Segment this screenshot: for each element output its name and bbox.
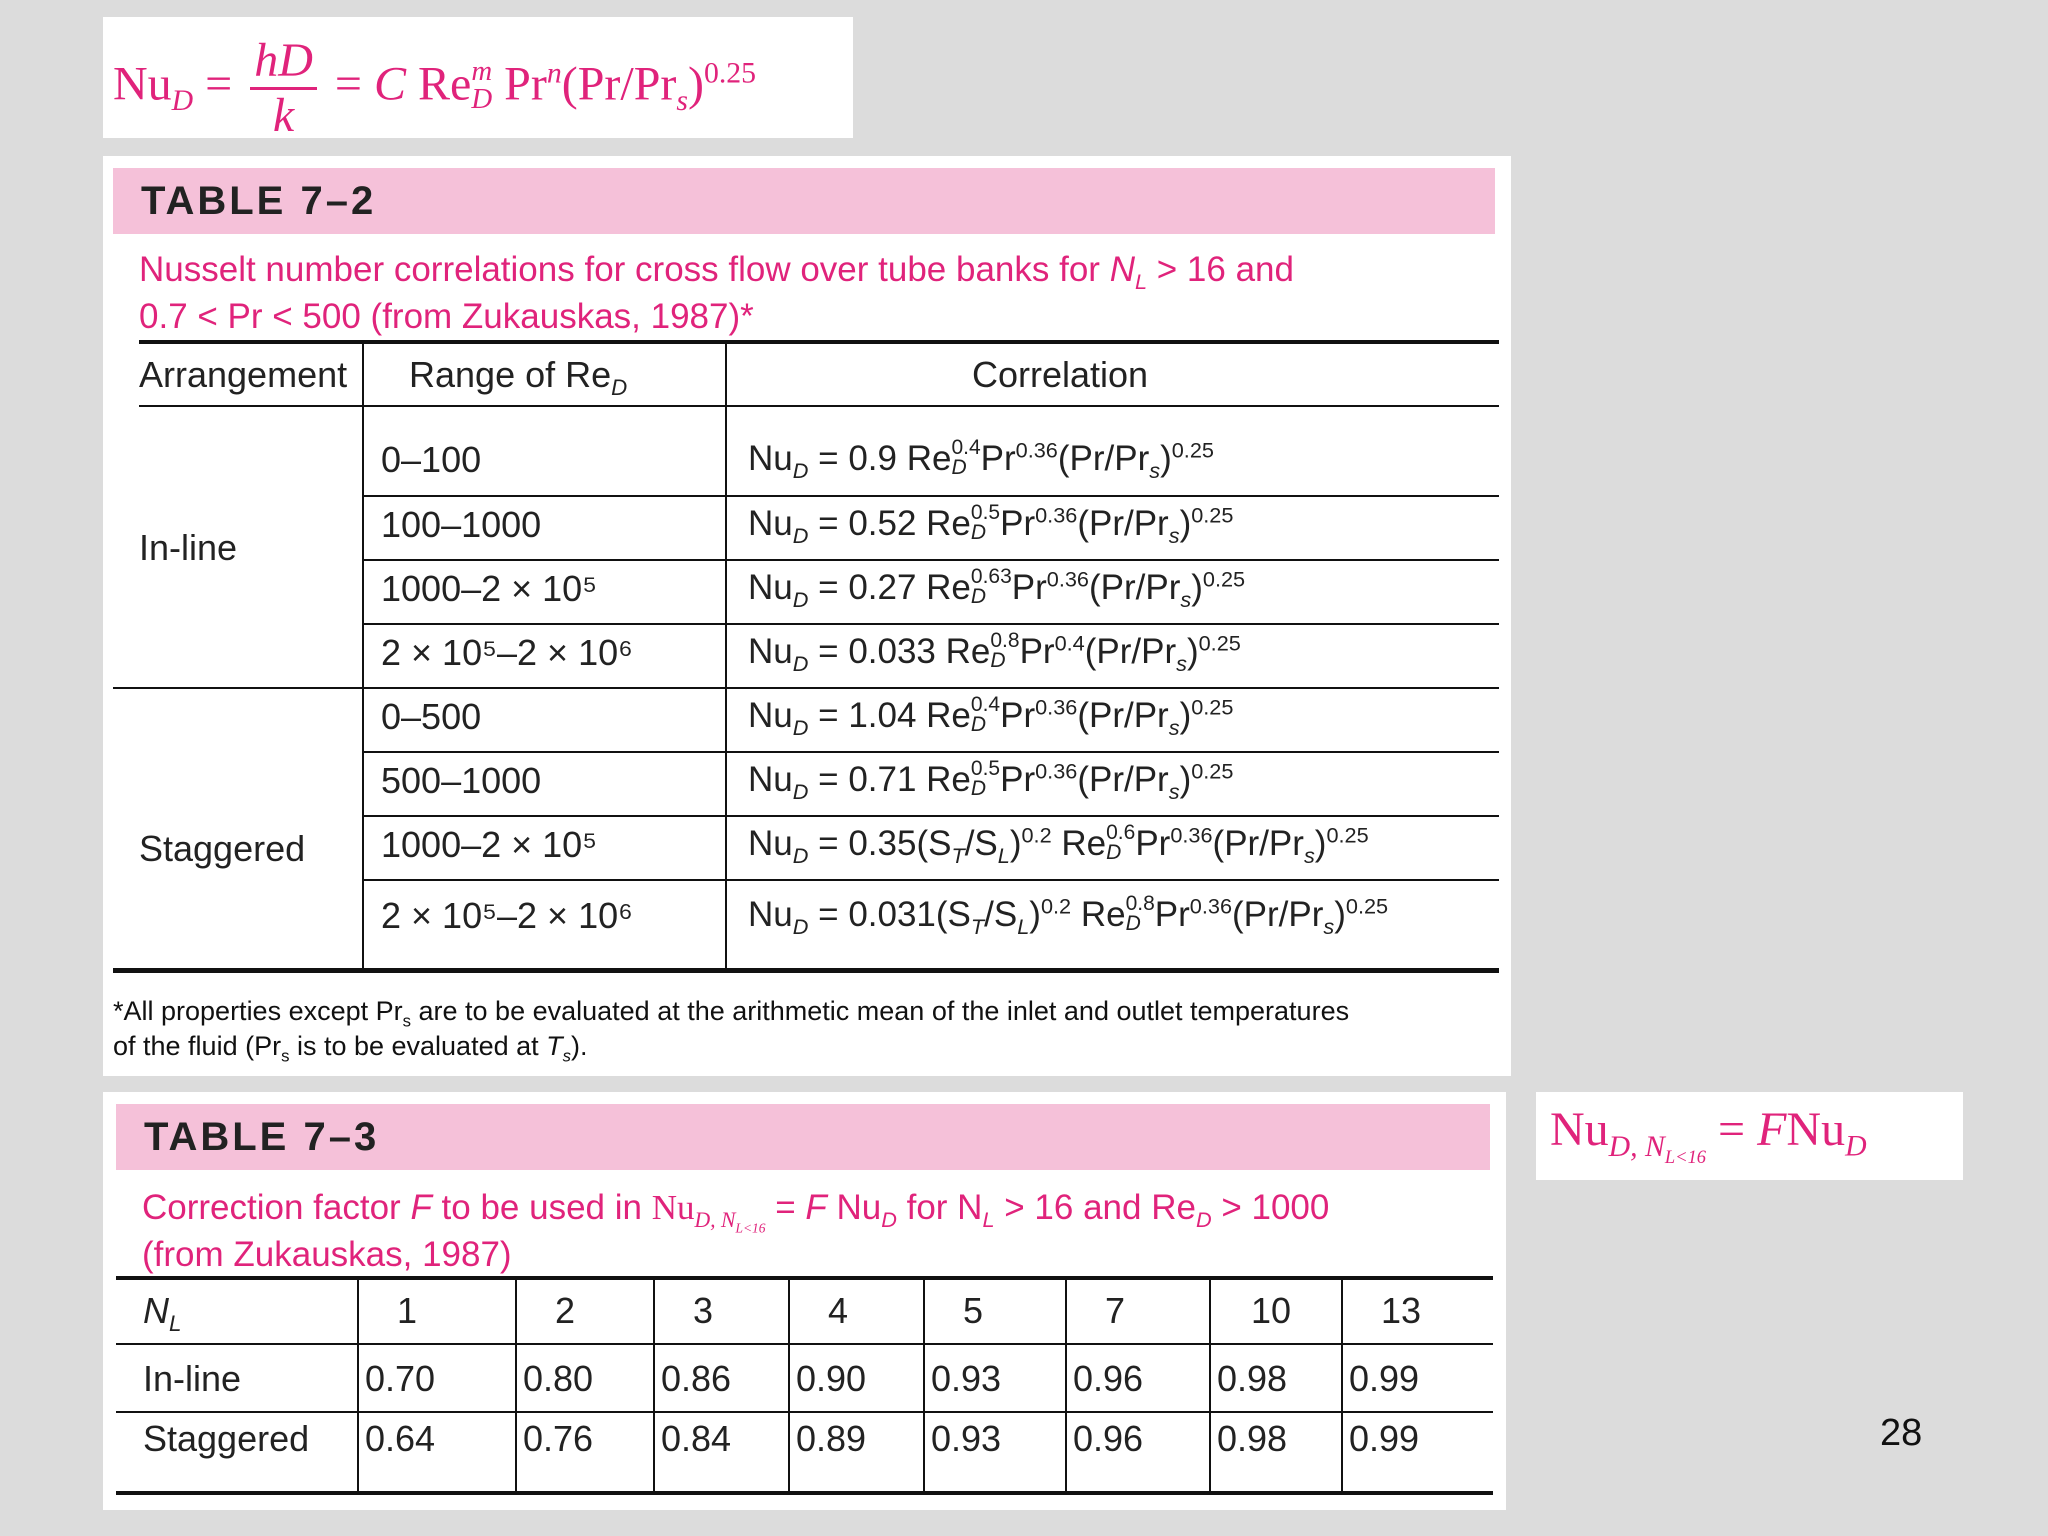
formula-fraction <box>250 35 317 142</box>
header-arrangement: Arrangement <box>139 354 348 395</box>
inline-value: 0.96 <box>1073 1358 1144 1399</box>
inline-value: 0.98 <box>1217 1358 1288 1399</box>
re-sub: D <box>990 648 1006 672</box>
corr-coef: 0.033 Re <box>848 632 991 671</box>
corr-prs: (Pr/Pr <box>1212 824 1304 863</box>
corr-nu-sub: D <box>792 458 809 483</box>
st-sub-t: T <box>951 843 965 868</box>
st-sub-l: L <box>1017 914 1030 939</box>
corr-pr: Pr <box>1019 632 1055 671</box>
formula-re-sub: D <box>471 82 493 115</box>
caption-nu: Nu <box>651 1188 695 1227</box>
corr-prs: (Pr/Pr <box>1084 632 1177 671</box>
corr-prs-sub: s <box>1180 587 1192 612</box>
range-cell: 1000–2 × 10⁵ <box>381 824 598 865</box>
caption-nu-subsub: L<16 <box>735 1220 766 1236</box>
correlation-cell <box>748 435 1214 483</box>
correlation-cell <box>748 756 1234 804</box>
corr-nu: Nu <box>748 504 793 543</box>
col-divider <box>725 344 727 968</box>
corr-coef: 0.031 <box>848 895 936 934</box>
corr-equals: = <box>808 895 849 934</box>
nl-sub: L <box>169 1311 182 1337</box>
corr-pr: Pr <box>1000 760 1036 799</box>
corr-nu: Nu <box>748 568 793 607</box>
corr-pr: Pr <box>1154 895 1190 934</box>
corr-coef: 0.9 Re <box>848 439 952 478</box>
caption-text: Nusselt number correlations for cross flow over tube banks for <box>139 250 1110 289</box>
formula-pr: Pr <box>504 57 547 111</box>
formula-paren-sub: s <box>676 84 688 118</box>
re-exp: 0.4 <box>970 692 1001 716</box>
inline-value: 0.99 <box>1349 1358 1420 1399</box>
corr-equals: = <box>808 504 849 543</box>
header-range <box>409 354 628 401</box>
pr-exp: 0.36 <box>1015 437 1058 463</box>
corr-nu: Nu <box>748 760 793 799</box>
staggered-value: 0.96 <box>1073 1418 1144 1459</box>
page-number: 28 <box>1880 1412 1923 1454</box>
corr-nu-sub: D <box>792 843 809 868</box>
range-cell: 0–500 <box>381 696 482 737</box>
table-7-2-title: TABLE 7–2 <box>113 168 1495 234</box>
side-nu2-sub: D <box>1845 1129 1867 1163</box>
range-cell: 2 × 10⁵–2 × 10⁶ <box>381 632 633 673</box>
formula-pr-sup: n <box>546 56 562 90</box>
group-rule <box>113 687 1499 689</box>
prs-exp: 0.25 <box>1326 822 1369 848</box>
prs-exp: 0.25 <box>1191 758 1234 784</box>
column-header: 4 <box>828 1290 849 1331</box>
column-header: 3 <box>693 1290 714 1331</box>
caption-text-b: > 16 and <box>1147 250 1294 289</box>
header-correlation: Correlation <box>972 354 1149 395</box>
corr-prs: (Pr/Pr <box>1232 895 1324 934</box>
pr-exp: 0.4 <box>1054 630 1085 656</box>
row-rule <box>363 751 1499 753</box>
table-7-2-caption-line1 <box>139 246 1294 293</box>
corr-prs: (Pr/Pr <box>1077 696 1169 735</box>
table-7-2 <box>103 156 1511 1076</box>
re-exp: 0.4 <box>951 435 981 459</box>
formula-re: Re <box>418 57 472 111</box>
pr-exp: 0.36 <box>1035 758 1078 784</box>
footnote-t: T <box>546 1031 563 1061</box>
column-header: 7 <box>1105 1290 1126 1331</box>
re-sub: D <box>951 455 967 479</box>
table-7-3 <box>103 1092 1506 1510</box>
header-nl <box>143 1290 182 1337</box>
corr-coef: 0.27 Re <box>848 568 971 607</box>
formula-denominator: k <box>272 89 295 142</box>
group-staggered: Staggered <box>139 828 306 869</box>
re-sub: D <box>970 712 987 736</box>
re-exponent <box>971 758 1000 798</box>
re-exponent <box>990 630 1019 670</box>
corr-re: Re <box>1080 895 1126 934</box>
footnote-text-b: is to be evaluated at <box>289 1031 547 1061</box>
re-sub: D <box>970 520 987 544</box>
corr-prs-sub: s <box>1323 914 1335 939</box>
table-7-3-row-rule <box>116 1411 1493 1413</box>
corr-nu-sub: D <box>792 651 809 676</box>
re-exponent <box>1126 893 1155 933</box>
col-divider <box>923 1280 925 1491</box>
inline-value: 0.80 <box>523 1358 594 1399</box>
staggered-value: 0.84 <box>661 1418 732 1459</box>
corr-prs: (Pr/Pr <box>1077 760 1169 799</box>
row-rule <box>363 879 1499 881</box>
corr-prs-sub: s <box>1168 715 1180 740</box>
formula-expression <box>113 35 756 142</box>
corr-pr: Pr <box>1000 504 1036 543</box>
corr-prs-close: ) <box>1179 696 1192 735</box>
corr-nu: Nu <box>748 895 793 934</box>
corr-pr: Pr <box>1135 824 1171 863</box>
corr-nu: Nu <box>748 439 793 478</box>
corr-nu-sub: D <box>792 715 809 740</box>
corr-prs-sub: s <box>1149 458 1161 483</box>
pr-exp: 0.36 <box>1035 502 1078 528</box>
caption-text: Correction factor <box>142 1188 411 1227</box>
range-cell: 2 × 10⁵–2 × 10⁶ <box>381 895 633 936</box>
corr-nu: Nu <box>748 632 793 671</box>
footnote-sub: s <box>281 1046 290 1066</box>
re-exponent <box>971 566 1012 606</box>
formula-equals: = <box>205 57 233 111</box>
corr-nu-sub: D <box>792 779 809 804</box>
re-exponent <box>971 694 1000 734</box>
corr-equals: = <box>808 568 849 607</box>
staggered-value: 0.93 <box>931 1418 1002 1459</box>
staggered-value: 0.76 <box>523 1418 594 1459</box>
caption-nl-sub: L <box>1134 269 1148 294</box>
corr-equals: = <box>808 632 849 671</box>
table-7-3-bottom-rule <box>116 1491 1493 1495</box>
table-7-2-top-rule <box>139 340 1499 344</box>
footnote-text-c: ). <box>571 1031 588 1061</box>
range-cell: 0–100 <box>381 439 482 480</box>
side-nu: Nu <box>1550 1103 1609 1156</box>
corr-coef: 0.35 <box>848 824 917 863</box>
re-exp: 0.6 <box>1106 820 1136 844</box>
staggered-value: 0.89 <box>796 1418 867 1459</box>
col-divider <box>362 344 364 968</box>
pr-exp: 0.36 <box>1170 822 1213 848</box>
formula-numerator: hD <box>250 35 317 90</box>
caption-text-b: to be used in <box>431 1188 652 1227</box>
table-7-2-header-rule <box>139 405 1499 407</box>
side-equals: = <box>1718 1103 1746 1156</box>
corr-prs-sub: s <box>1168 523 1180 548</box>
corr-equals: = <box>808 760 849 799</box>
corr-prs-close: ) <box>1314 824 1327 863</box>
corr-prs-close: ) <box>1186 632 1199 671</box>
pr-exp: 0.36 <box>1189 893 1233 919</box>
side-nu-subsub: L<16 <box>1664 1146 1707 1167</box>
col-divider <box>515 1280 517 1491</box>
formula-paren-close: ) <box>687 57 704 111</box>
range-cell: 500–1000 <box>381 760 542 801</box>
formula-nu: Nu <box>113 57 172 111</box>
corr-nu-sub: D <box>792 587 809 612</box>
re-exp: 0.5 <box>970 500 1001 524</box>
table-7-3-header-rule <box>116 1343 1493 1345</box>
corr-prs-close: ) <box>1179 760 1192 799</box>
corr-prs-close: ) <box>1179 504 1192 543</box>
corr-prs-close: ) <box>1334 895 1346 934</box>
table-7-3-caption-line1 <box>142 1184 1330 1236</box>
prs-exp: 0.25 <box>1191 502 1234 528</box>
re-sub: D <box>1125 911 1141 935</box>
footnote-t-sub: s <box>562 1046 571 1066</box>
correlation-cell: $Nu_D = 0.35(S_T/S_L)^{0.2}$ Re 0.6 D $Pr^{0.36}(Pr/Pr_s)^{0.25}$ <box>748 820 1369 868</box>
table-7-3-caption-line2: (from Zukauskas, 1987) <box>142 1235 512 1274</box>
re-sub: D <box>970 584 987 608</box>
pr-exp: 0.36 <box>1035 694 1078 720</box>
corr-prs-sub: s <box>1176 651 1187 676</box>
row-rule <box>363 495 1499 497</box>
corr-equals: = <box>808 824 849 863</box>
side-nu2: Nu <box>1786 1103 1846 1156</box>
range-cell: 100–1000 <box>381 504 542 545</box>
re-exp: 0.5 <box>970 756 1001 780</box>
corr-nu: Nu <box>748 824 793 863</box>
corr-prs-close: ) <box>1160 439 1172 478</box>
table-7-3-top-rule <box>116 1276 1493 1280</box>
col-divider <box>788 1280 790 1491</box>
corr-pr: Pr <box>980 439 1016 478</box>
pr-exp: 0.36 <box>1046 566 1089 592</box>
corr-re: Re <box>1061 824 1107 863</box>
caption-f: F <box>410 1188 432 1227</box>
column-header: 10 <box>1251 1290 1292 1331</box>
caption-nu-sub: D, N <box>694 1208 736 1232</box>
corr-pr: Pr <box>1011 568 1047 607</box>
prs-exp: 0.25 <box>1198 630 1241 656</box>
correlation-cell <box>748 500 1234 548</box>
corr-pr: Pr <box>1000 696 1036 735</box>
side-f: F <box>1757 1103 1787 1156</box>
re-exponent <box>951 437 980 477</box>
correlation-cell <box>748 564 1246 612</box>
header-range-sub: D <box>611 375 628 401</box>
inline-value: 0.93 <box>931 1358 1002 1399</box>
formula-c: C <box>374 57 407 111</box>
prs-exp: 0.25 <box>1171 437 1214 463</box>
re-exp: 0.8 <box>1125 891 1155 915</box>
caption-nu2-sub: D <box>881 1207 897 1232</box>
col-divider <box>1065 1280 1067 1491</box>
footnote-text: of the fluid (Pr <box>113 1031 282 1061</box>
prs-exp: 0.25 <box>1345 893 1389 919</box>
correction-formula <box>1536 1092 1963 1180</box>
staggered-value: 0.64 <box>365 1418 436 1459</box>
re-sub: D <box>970 776 987 800</box>
row-rule <box>363 559 1499 561</box>
corr-equals: = <box>808 696 849 735</box>
corr-prs: (Pr/Pr <box>1077 504 1169 543</box>
caption-equals: = <box>765 1188 806 1227</box>
corr-coef: 1.04 Re <box>848 696 971 735</box>
staggered-value: 0.98 <box>1217 1418 1288 1459</box>
correlation-cell <box>748 628 1241 676</box>
table-7-2-footnote-line1 <box>113 994 1349 1029</box>
correlation-cell: $Nu_D = 0.031(S_T/S_L)^{0.2}$ Re 0.8 D $Pr^{0.36}(Pr/Pr_s)^{0.25}$ <box>748 891 1389 939</box>
table-7-2-caption-line2: 0.7 < Pr < 500 (from Zukauskas, 1987)* <box>139 297 754 336</box>
corr-equals: = <box>808 439 849 478</box>
correlation-cell <box>748 692 1234 740</box>
row-rule <box>363 815 1499 817</box>
inline-value: 0.86 <box>661 1358 732 1399</box>
corr-prs: (Pr/Pr <box>1057 439 1150 478</box>
table-7-3-title: TABLE 7–3 <box>116 1104 1490 1170</box>
row-label-inline: In-line <box>143 1358 242 1399</box>
st-sub-t: T <box>970 914 985 939</box>
corr-nu-sub: D <box>792 914 809 939</box>
re-exp: 0.8 <box>990 628 1020 652</box>
caption-re-sub: D <box>1195 1207 1212 1232</box>
caption-nu2: Nu <box>826 1188 882 1227</box>
group-inline: In-line <box>139 527 238 568</box>
caption-re: > 16 and Re <box>994 1188 1196 1227</box>
prs-exp: 0.25 <box>1202 566 1246 592</box>
range-cell: 1000–2 × 10⁵ <box>381 568 598 609</box>
corr-prs-close: ) <box>1191 568 1203 607</box>
header-range-text: Range of Re <box>409 354 612 395</box>
col-divider <box>1341 1280 1343 1491</box>
formula-nu-sub: D <box>171 84 194 118</box>
re-exponent <box>971 502 1000 542</box>
column-header: 13 <box>1381 1290 1422 1331</box>
corr-coef: 0.71 Re <box>848 760 971 799</box>
footnote-text-b: are to be evaluated at the arithmetic mean of the inlet and outlet temperatures <box>411 996 1350 1026</box>
corr-coef: 0.52 Re <box>848 504 971 543</box>
prs-exp: 0.25 <box>1191 694 1234 720</box>
caption-f2: F <box>805 1188 827 1227</box>
formula-re-exponent <box>471 55 493 115</box>
caption-nl: for N <box>896 1188 983 1227</box>
table-7-2-bottom-rule <box>113 968 1499 973</box>
corr-prs-sub: s <box>1303 843 1315 868</box>
side-nu-sub: D, N <box>1608 1129 1665 1163</box>
col-divider <box>653 1280 655 1491</box>
corr-nu-sub: D <box>792 523 809 548</box>
formula-re-sup: m <box>471 55 493 88</box>
formula-exp: 0.25 <box>703 56 757 90</box>
re-sub: D <box>1106 840 1122 864</box>
col-divider <box>357 1280 359 1491</box>
row-label-staggered: Staggered <box>143 1418 310 1459</box>
re-exponent <box>1106 822 1135 862</box>
column-header: 1 <box>397 1290 418 1331</box>
footnote-sub: s <box>402 1011 412 1031</box>
corr-nu: Nu <box>748 696 793 735</box>
staggered-value: 0.99 <box>1349 1418 1420 1459</box>
corr-prs-sub: s <box>1168 779 1180 804</box>
st-exp: 0.2 <box>1021 822 1052 848</box>
caption-end: > 1000 <box>1211 1188 1330 1227</box>
table-7-2-footnote-line2 <box>113 1029 588 1064</box>
inline-value: 0.70 <box>365 1358 436 1399</box>
st-exp: 0.2 <box>1040 893 1072 919</box>
caption-nl-sub: L <box>982 1207 995 1232</box>
st-sub-l: L <box>997 843 1010 868</box>
inline-value: 0.90 <box>796 1358 867 1399</box>
column-header: 5 <box>963 1290 984 1331</box>
re-exp: 0.63 <box>970 564 1012 588</box>
correction-formula-expression <box>1550 1102 1867 1167</box>
nl-text: N <box>143 1290 169 1331</box>
corr-prs: (Pr/Pr <box>1089 568 1181 607</box>
formula-paren: (Pr/Pr <box>561 57 677 111</box>
nusselt-general-formula <box>103 17 853 142</box>
formula-equals-2: = <box>334 57 362 111</box>
caption-nl: N <box>1109 250 1135 289</box>
row-rule <box>363 623 1499 625</box>
column-header: 2 <box>555 1290 576 1331</box>
footnote-text: *All properties except Pr <box>113 996 403 1026</box>
col-divider <box>1209 1280 1211 1491</box>
